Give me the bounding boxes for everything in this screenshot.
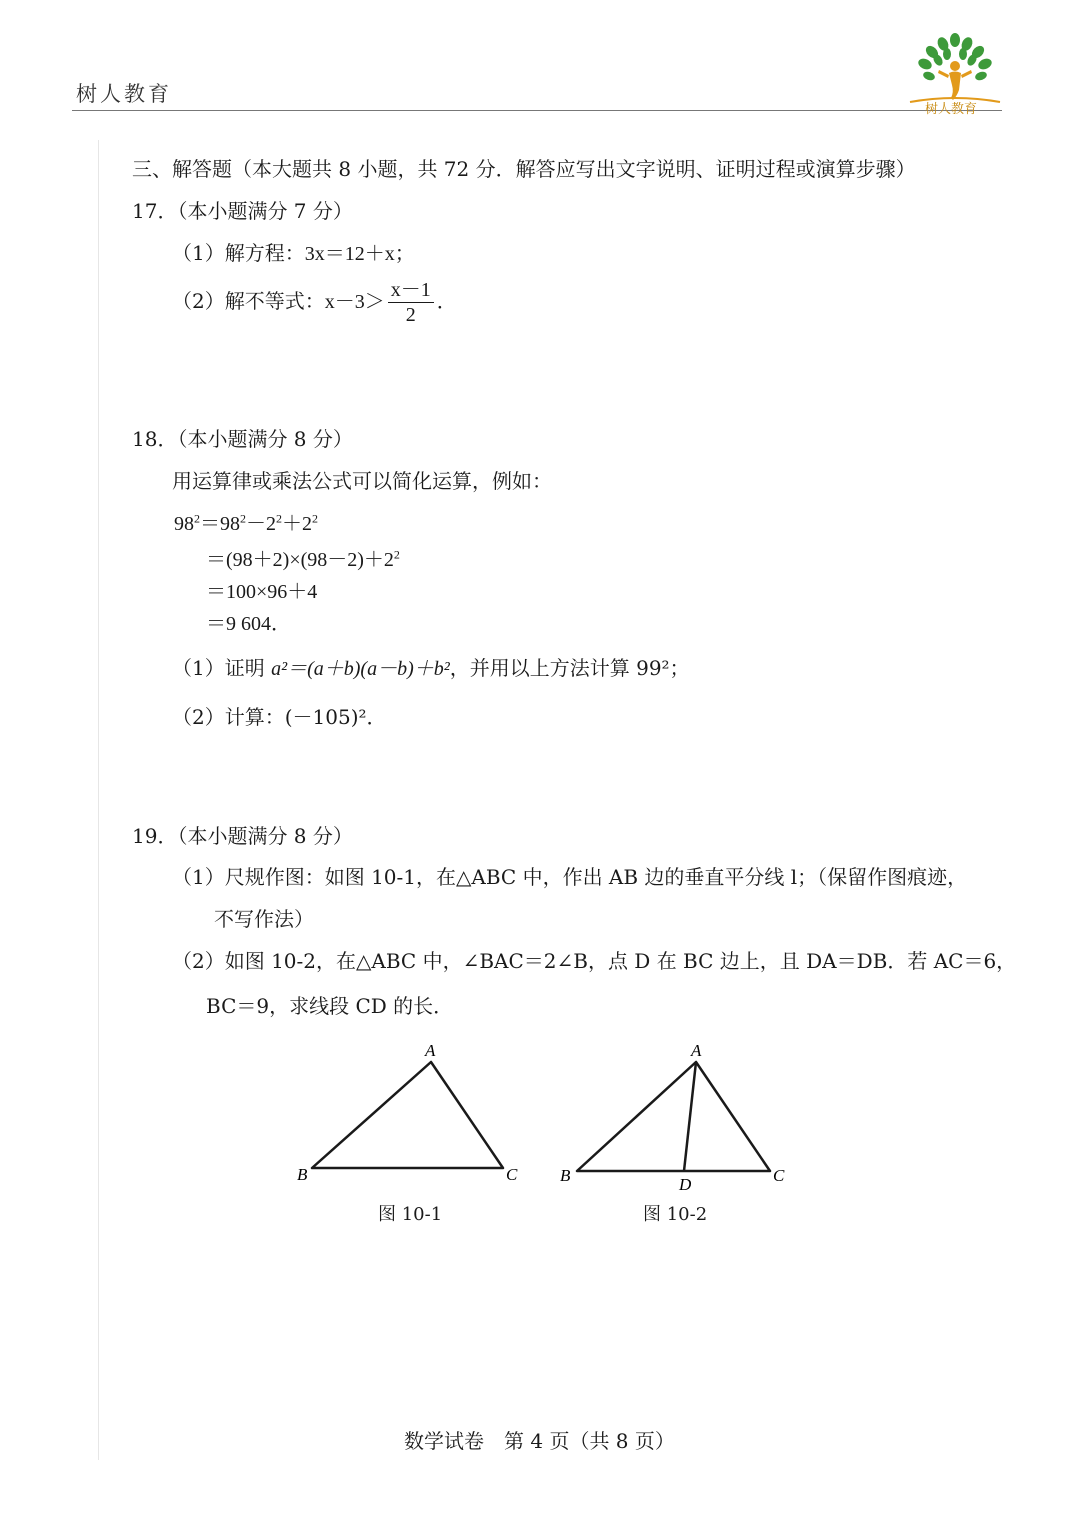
q18-example-line3: ＝100×96＋4 <box>206 581 318 603</box>
q18-line2-exp: 2 <box>393 547 400 562</box>
q18-example-line1 <box>174 507 318 536</box>
q17-part2 <box>172 278 457 327</box>
q19-part1-line2: 不写作法） <box>214 907 314 931</box>
q17-inequality-lhs: x－3＞ <box>324 291 385 313</box>
header-brand: 树人教育 <box>76 82 172 106</box>
q18-line1-exp-c: 2 <box>312 511 318 526</box>
q18-line1-rhs-c: ＋2 <box>282 513 312 535</box>
fig1-triangle <box>312 1062 503 1168</box>
q17-part1 <box>172 237 415 266</box>
q18-part1-prefix: （1）证明 <box>172 656 272 680</box>
q17-equation: 3x＝12＋x； <box>304 243 415 265</box>
q18-line2-text: ＝(98＋2)×(98－2)＋2 <box>206 549 394 571</box>
fig2-segment-ad <box>684 1062 696 1171</box>
fig2-label-c: C <box>773 1166 785 1185</box>
fig2-triangle <box>577 1062 770 1171</box>
fig1-caption: 图 10-1 <box>378 1204 443 1225</box>
fig2-label-a: A <box>691 1041 702 1060</box>
q18-line1-exp-b: 2 <box>276 511 282 526</box>
q18-part1-formula: a²＝(a＋b)(a－b)＋b² <box>271 658 450 680</box>
q18-part2: （2）计算：(－105)²． <box>172 705 387 729</box>
header-divider <box>72 110 1002 111</box>
figure-10-1 <box>290 1035 530 1195</box>
q18-part1-suffix: ，并用以上方法计算 99²； <box>449 656 690 680</box>
q17-fraction-denominator: 2 <box>405 304 416 326</box>
q17-end-mark: ． <box>436 291 457 313</box>
q17-part1-prefix: （1）解方程： <box>172 241 305 265</box>
fig2-caption: 图 10-2 <box>643 1204 708 1225</box>
left-margin-rule <box>98 140 99 1460</box>
q18-intro: 用运算律或乘法公式可以简化运算，例如： <box>172 469 552 493</box>
q19-part1-line1: （1）尺规作图：如图 10-1，在△ABC 中，作出 AB 边的垂直平分线 l；（保留作图痕迹， <box>172 865 968 889</box>
fig1-label-a: A <box>425 1041 436 1060</box>
q18-line1-exp-a: 2 <box>240 511 246 526</box>
q18-part1 <box>172 652 690 681</box>
q18-example-line2 <box>206 543 400 572</box>
page-footer: 数学试卷 第 4 页（共 8 页） <box>404 1429 675 1453</box>
section-title: 三、解答题（本大题共 8 小题，共 72 分．解答应写出文字说明、证明过程或演算步骤） <box>132 157 916 181</box>
figure-10-2 <box>555 1035 795 1195</box>
q17-fraction <box>388 278 434 327</box>
q17-heading: 17．（本小题满分 7 分） <box>132 199 353 223</box>
fig1-label-c: C <box>506 1165 518 1184</box>
q17-part2-prefix: （2）解不等式： <box>172 289 325 313</box>
q18-line1-exp: 2 <box>194 511 200 526</box>
fig1-label-b: B <box>297 1165 308 1184</box>
fig2-label-b: B <box>560 1166 571 1185</box>
q18-heading: 18．（本小题满分 8 分） <box>132 427 353 451</box>
logo-caption: 树人教育 <box>925 102 978 117</box>
q18-example-line4: ＝9 604． <box>206 613 291 635</box>
q19-part2-line2: BC＝9，求线段 CD 的长． <box>206 994 454 1018</box>
q19-part2-line1: （2）如图 10-2，在△ABC 中，∠BAC＝2∠B，点 D 在 BC 边上，且 DA＝DB．若 AC＝6， <box>172 949 1017 973</box>
q19-heading: 19．（本小题满分 8 分） <box>132 824 353 848</box>
q17-fraction-numerator: x－1 <box>388 278 434 303</box>
fig2-label-d: D <box>679 1175 692 1194</box>
q18-line1-base: 98 <box>174 513 194 535</box>
q18-line1-rhs-a: ＝98 <box>200 513 240 535</box>
q18-line1-rhs-b: －2 <box>246 513 276 535</box>
